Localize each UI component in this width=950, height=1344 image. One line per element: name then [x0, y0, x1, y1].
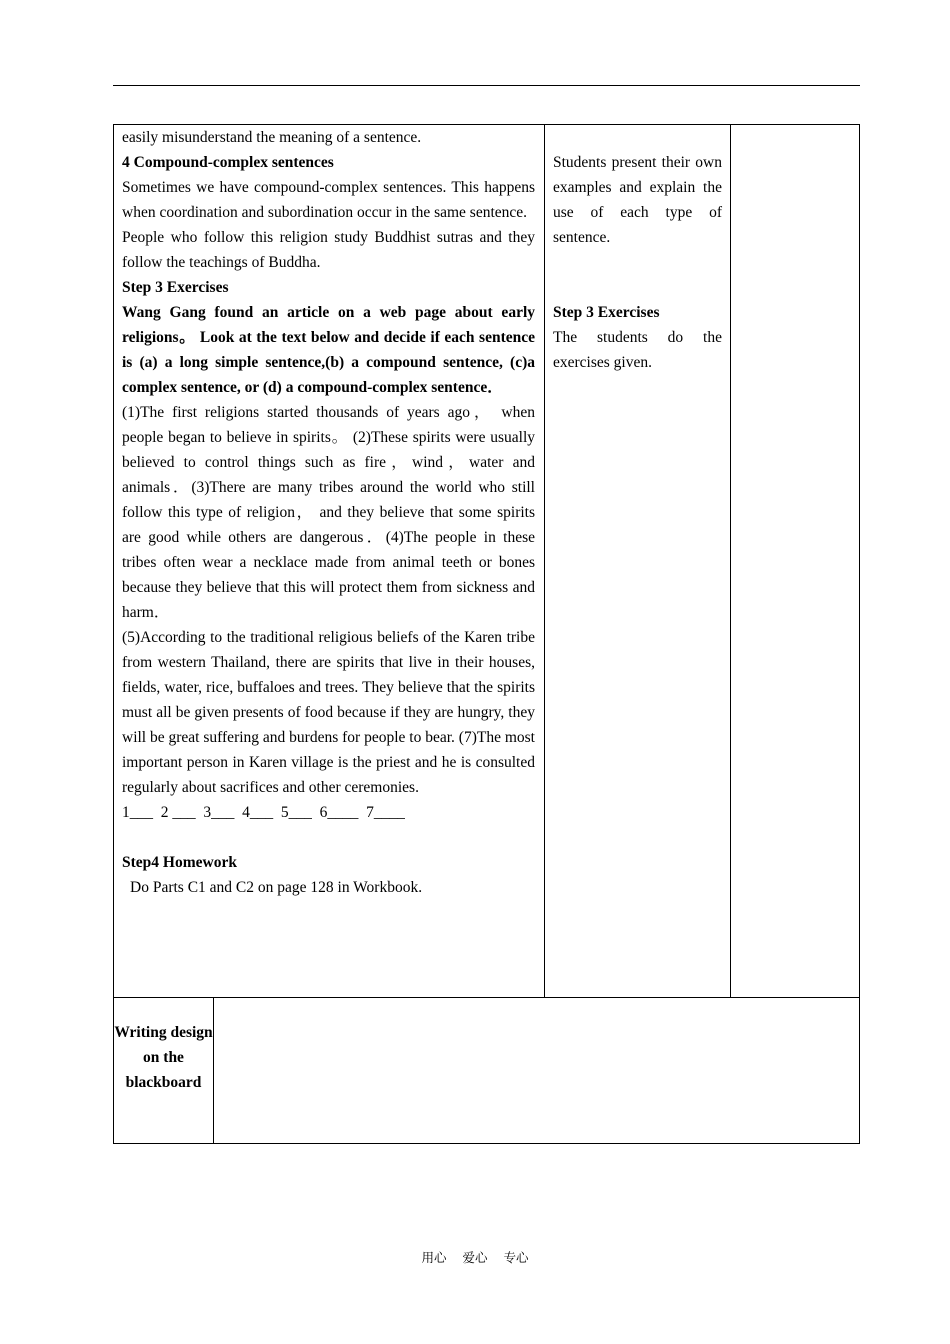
blackboard-label: Writing design on the blackboard — [114, 1024, 213, 1091]
student-activity-column — [553, 150, 722, 375]
compound-complex-heading: 4 Compound-complex sentences — [122, 154, 334, 171]
page-footer: 用心 爱心 专心 — [421, 1250, 529, 1265]
compound-complex-paragraph: Sometimes we have compound-complex sentences. This happens when coordination and subordination occur in the same sentence. — [122, 179, 535, 221]
step4-heading: Step4 Homework — [122, 854, 237, 871]
homework-text: Do Parts C1 and C2 on page 128 in Workbook. — [130, 879, 423, 896]
exercise-instructions: Wang Gang found an article on a web page about early religions。 Look at the text below and decide if each sentence is (a) a long simple sentence,(b) a compound sentence, (c)a complex sentence, or (d) a compound-complex sentence． — [122, 304, 535, 396]
spacer — [122, 825, 535, 850]
example-sentence: People who follow this religion study Buddhist sutras and they follow the teachings of Buddha. — [122, 229, 535, 271]
passage-paragraph-2: (5)According to the traditional religious beliefs of the Karen tribe from western Thailand, there are spirits that live in their houses, fields, water, rice, buffaloes and trees. They believe that the spirits must all be given presents of food because if they are hungry, they will be great suffering and burdens for people to bear. (7)The most important person in Karen village is the priest and he is consulted regularly about sacrifices and other ceremonies. — [122, 629, 535, 796]
spacer — [553, 250, 722, 275]
passage-paragraph-1: (1)The first religions started thousands of years ago， when people began to believe in spirits。 (2)These spirits were usually believed to control things such as fire，wind，water and animals．(3)There are many tribes around the world who still follow this type of religion， and they believe that some spirits are good while others are dangerous．(4)The people in these tribes often wear a necklace made from animal teeth or bones because they believe that this will protect them from sickness and harm． — [122, 404, 535, 621]
step3-heading: Step 3 Exercises — [122, 279, 229, 296]
spacer — [553, 275, 722, 300]
lesson-content-column — [122, 125, 535, 900]
answer-blanks: 1___ 2 ___ 3___ 4___ 5___ 6____ 7____ — [122, 804, 405, 821]
middle-step3-heading: Step 3 Exercises — [553, 304, 660, 321]
table-cell-notes — [730, 124, 860, 998]
students-present-text: Students present their own examples and explain the use of each type of sentence. — [553, 154, 722, 246]
table-cell-blackboard-content — [213, 997, 860, 1144]
intro-line: easily misunderstand the meaning of a sentence. — [122, 129, 422, 146]
students-do-text: The students do the exercises given. — [553, 329, 722, 371]
header-rule — [113, 85, 860, 86]
